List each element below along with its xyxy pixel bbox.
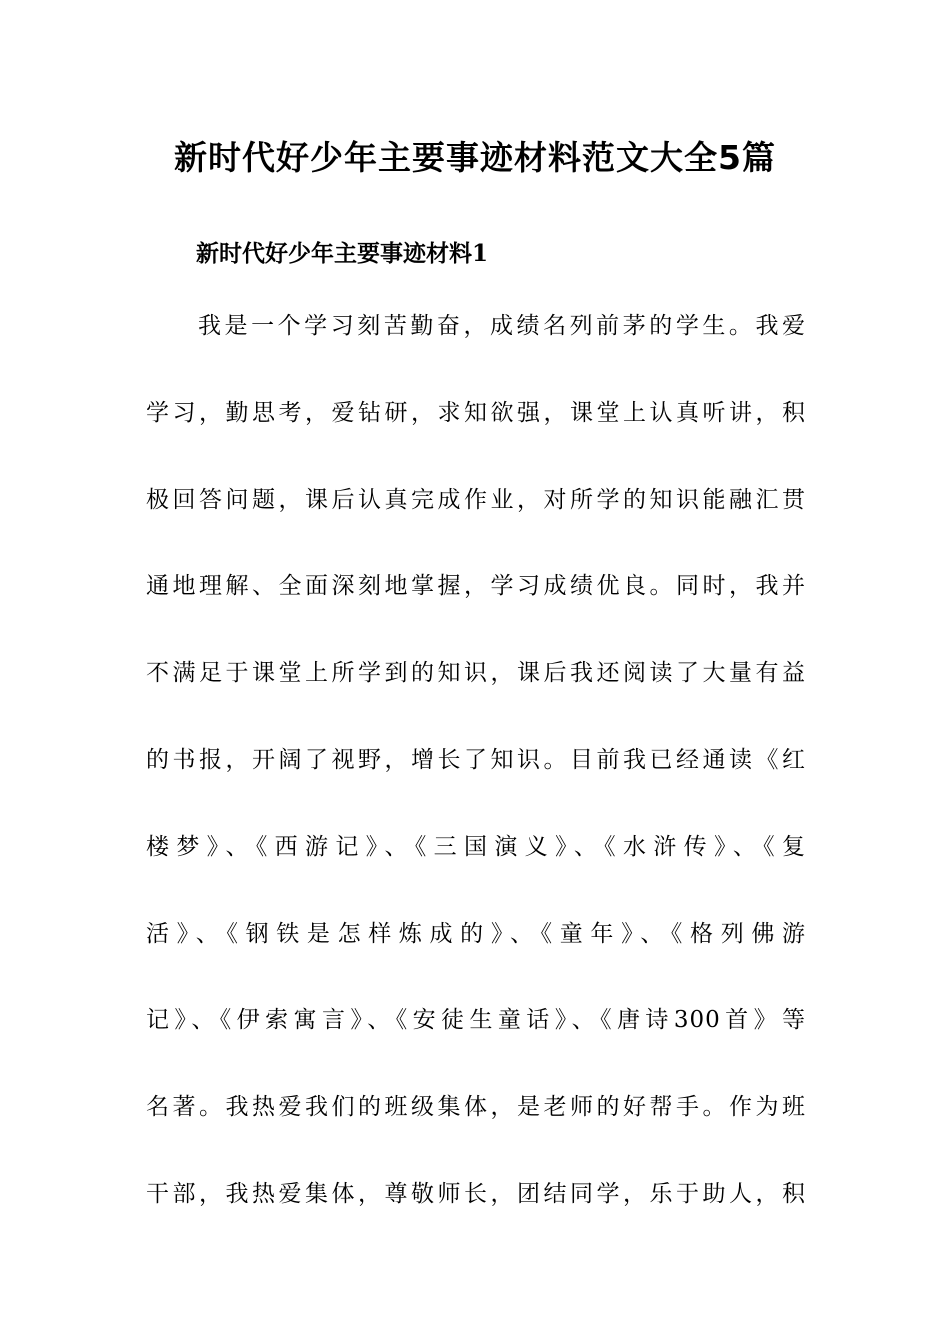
section-heading: 新时代好少年主要事迹材料1 xyxy=(196,240,489,267)
body-line: 不满足于课堂上所学到的知识，课后我还阅读了大量有益 xyxy=(146,660,806,687)
body-text xyxy=(146,304,806,1259)
body-line: 的书报，开阔了视野，增长了知识。目前我已经通读《红 xyxy=(146,746,806,773)
body-line: 通地理解、全面深刻地掌握，学习成绩优良。同时，我并 xyxy=(146,573,806,600)
body-line: 记》、《伊索寓言》、《安徒生童话》、《唐诗300首》等 xyxy=(146,1007,806,1034)
body-line: 我是一个学习刻苦勤奋，成绩名列前茅的学生。我爱 xyxy=(198,313,806,339)
document-title: 新时代好少年主要事迹材料范文大全5篇 xyxy=(174,138,776,177)
body-line: 干部，我热爱集体，尊敬师长，团结同学，乐于助人，积 xyxy=(146,1180,806,1207)
body-line: 学习，勤思考，爱钻研，求知欲强，课堂上认真听讲，积 xyxy=(146,399,806,426)
body-line: 名著。我热爱我们的班级集体，是老师的好帮手。作为班 xyxy=(146,1094,806,1121)
body-line: 楼梦》、《西游记》、《三国演义》、《水浒传》、《复 xyxy=(146,833,806,860)
body-line: 活》、《钢铁是怎样炼成的》、《童年》、《格列佛游 xyxy=(146,920,806,947)
body-line: 极回答问题，课后认真完成作业，对所学的知识能融汇贯 xyxy=(146,486,806,513)
